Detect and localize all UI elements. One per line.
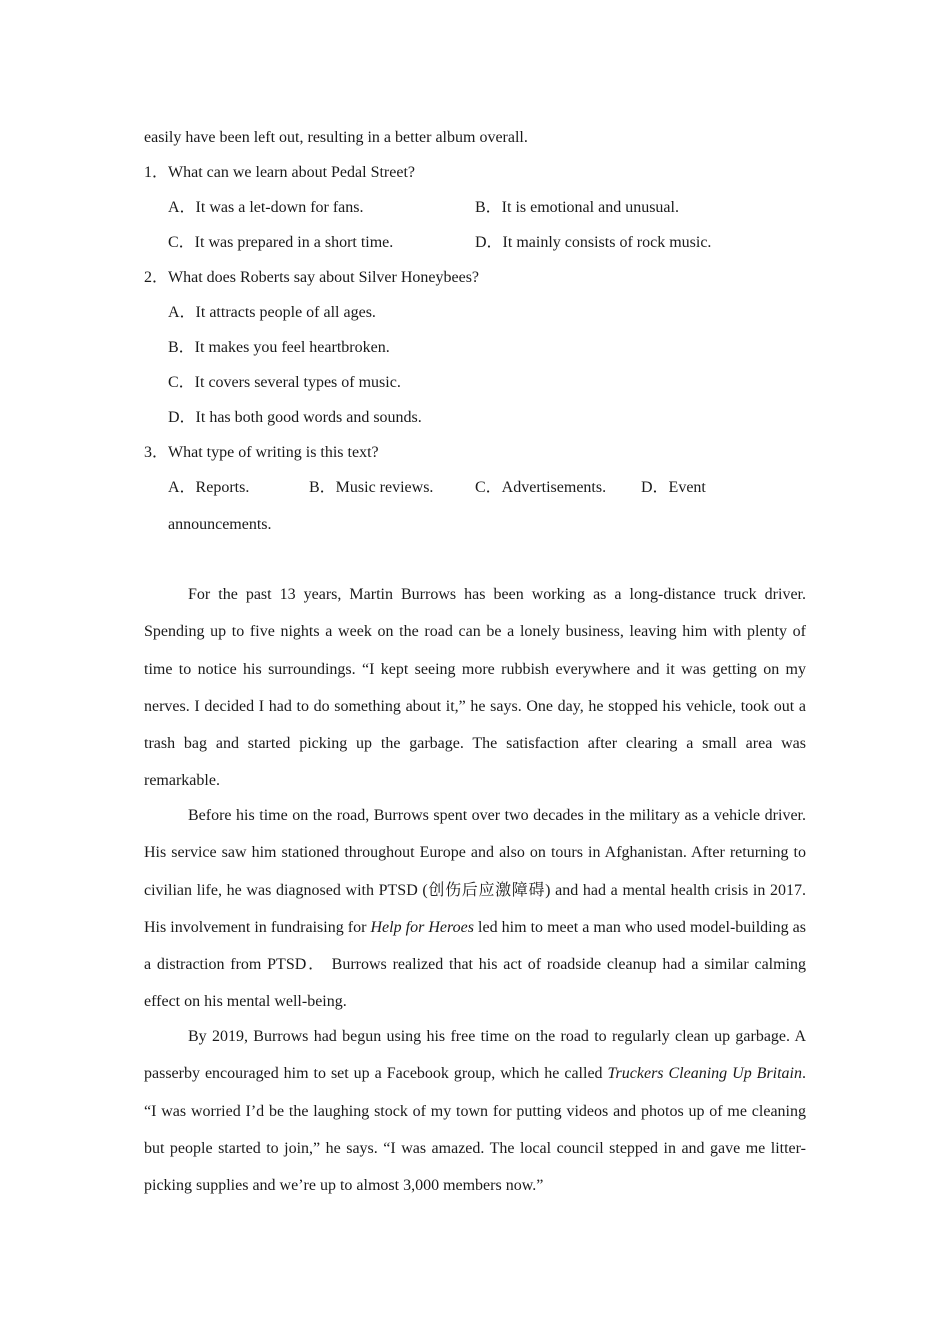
help-for-heroes-title: Help for Heroes — [370, 918, 474, 936]
paragraph-2-text-a: Before his time on the road, Burrows spent over two decades in the military as a vehicle driver. His service saw him stationed throughout Europe and also on tours in Afghanistan. After returning to civilian life, he was diagnosed with PTSD (创伤后应激障碍) and had a mental health crisis in 2017. His involvement in fundraising for — [144, 807, 806, 936]
question-2-option-b: B．It makes you feel heartbroken. — [168, 339, 390, 356]
question-3-option-b: B．Music reviews. — [309, 479, 434, 496]
question-1-option-b: B．It is emotional and unusual. — [475, 199, 679, 216]
paragraph-3-text-b: . “I was worried I’d be the laughing stock of my town for putting videos and photos up of me cleaning but people started to join,” he says. “I was amazed. The local council stepped in and gave me litter-picking supplies and we’re up to almost 3,000 members now.” — [144, 1065, 807, 1195]
question-1-option-c: C．It was prepared in a short time. — [168, 234, 394, 251]
passage-paragraph-2 — [144, 797, 806, 1021]
question-2-option-d: D．It has both good words and sounds. — [168, 409, 422, 426]
question-2-stem: 2．What does Roberts say about Silver Honeybees? — [144, 269, 480, 286]
facebook-group-name: Truckers Cleaning Up Britain — [607, 1065, 803, 1083]
question-1-stem: 1．What can we learn about Pedal Street? — [144, 164, 416, 181]
continuation-text: easily have been left out, resulting in a better album overall. — [144, 129, 528, 146]
question-3-stem: 3．What type of writing is this text? — [144, 444, 379, 461]
question-3-option-a: A．Reports. — [168, 479, 250, 496]
paragraph-2-text-b: led him to meet a man who used model-building as a distraction from PTSD． Burrows realized that his act of roadside cleanup had a similar calming effect on his mental well-being. — [144, 918, 807, 1011]
question-2-option-a: A．It attracts people of all ages. — [168, 304, 376, 321]
passage-paragraph-1: For the past 13 years, Martin Burrows has been working as a long-distance truck driver. Spending up to five nights a week on the road can be a lonely business, leaving him with plenty of time to notice his surroundings. “I kept seeing more rubbish everywhere and it was getting on my nerves. I decided I had to do something about it,” he says. One day, he stopped his vehicle, took out a trash bag and started picking up the garbage. The satisfaction after clearing a small area was remarkable. — [144, 586, 806, 790]
paragraph-3-text-a: By 2019, Burrows had begun using his free time on the road to regularly clean up garbage. A passerby encouraged him to set up a Facebook group, which he called — [144, 1028, 806, 1083]
question-3-option-d-continued: announcements. — [168, 516, 272, 533]
passage-paragraph-3 — [144, 1018, 806, 1204]
question-2-option-c: C．It covers several types of music. — [168, 374, 401, 391]
question-3-option-d: D．Event — [641, 479, 706, 496]
question-1-option-d: D．It mainly consists of rock music. — [475, 234, 712, 251]
question-1-option-a: A．It was a let-down for fans. — [168, 199, 364, 216]
question-3-option-c: C．Advertisements. — [475, 479, 607, 496]
